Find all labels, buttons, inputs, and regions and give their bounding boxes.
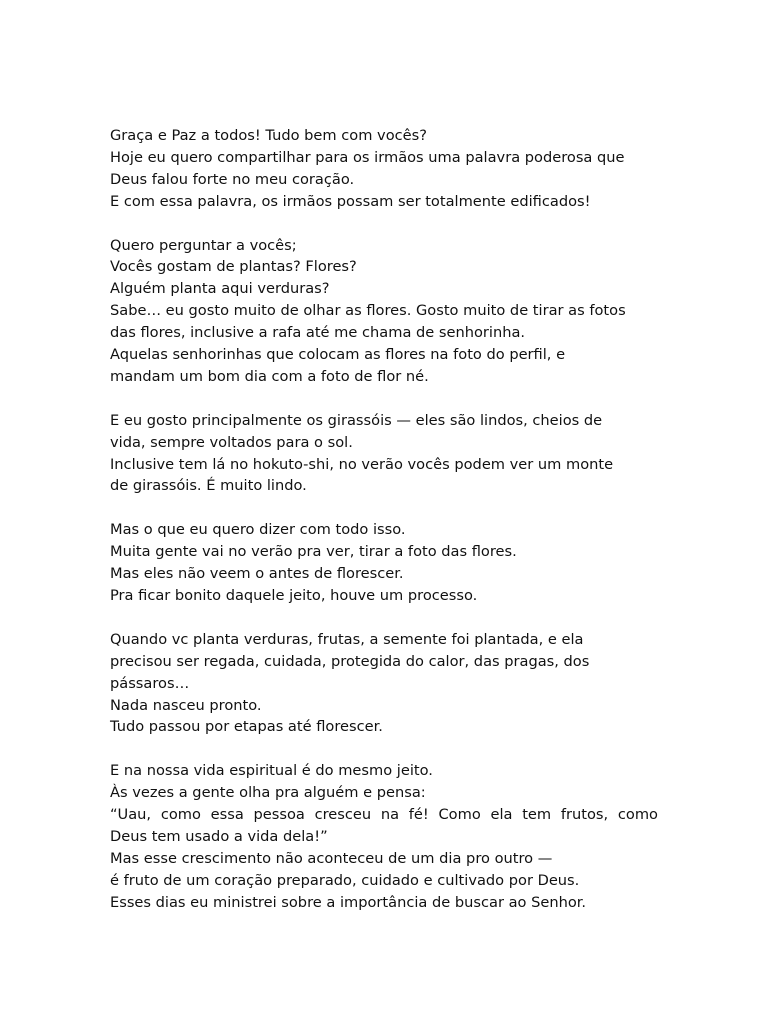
text-line: Inclusive tem lá no hokuto-shi, no verão vocês podem ver um monte: [110, 455, 614, 473]
text-line: pássaros…: [110, 674, 190, 692]
text-line: Esses dias eu ministrei sobre a importância de buscar ao Senhor.: [110, 893, 587, 911]
text-line: Às vezes a gente olha pra alguém e pensa:: [110, 784, 426, 802]
paragraph-flowers: [110, 235, 658, 388]
text-line: Graça e Paz a todos! Tudo bem com vocês?: [110, 127, 427, 144]
text-line: Quando vc planta verduras, frutas, a semente foi plantada, e ela: [110, 630, 584, 648]
text-line: Sabe… eu gosto muito de olhar as flores. Gosto muito de tirar as fotos: [110, 302, 626, 320]
paragraph-spiritual-life: [110, 760, 658, 913]
text-line: vida, sempre voltados para o sol.: [110, 433, 353, 451]
paragraph-greeting: [110, 125, 658, 213]
text-line: mandam um bom dia com a foto de flor né.: [110, 367, 429, 385]
text-line: Nada nasceu pronto.: [110, 696, 262, 714]
text-line: Mas esse crescimento não aconteceu de um dia pro outro —: [110, 849, 553, 867]
text-line: é fruto de um coração preparado, cuidado e cultivado por Deus.: [110, 871, 580, 889]
text-line: Vocês gostam de plantas? Flores?: [110, 258, 357, 276]
text-line: Deus tem usado a vida dela!”: [110, 827, 328, 845]
text-line: de girassóis. É muito lindo.: [110, 477, 307, 495]
text-line: precisou ser regada, cuidada, protegida do calor, das pragas, dos: [110, 652, 590, 670]
text-line: Muita gente vai no verão pra ver, tirar a foto das flores.: [110, 543, 517, 561]
text-line: Tudo passou por etapas até florescer.: [110, 718, 383, 736]
paragraph-sunflowers: [110, 410, 658, 498]
text-line: das flores, inclusive a rafa até me chama de senhorinha.: [110, 324, 526, 342]
text-line: Pra ficar bonito daquele jeito, houve um processo.: [110, 586, 478, 604]
document-body: [110, 125, 658, 914]
text-line: Deus falou forte no meu coração.: [110, 170, 355, 188]
paragraph-process: [110, 519, 658, 607]
paragraph-planting: [110, 629, 658, 739]
text-line: Mas o que eu quero dizer com todo isso.: [110, 521, 406, 539]
text-line: E na nossa vida espiritual é do mesmo jeito.: [110, 762, 433, 780]
text-line: Hoje eu quero compartilhar para os irmãos uma palavra poderosa que: [110, 148, 625, 166]
text-line: E eu gosto principalmente os girassóis — eles são lindos, cheios de: [110, 411, 603, 429]
text-line: Aquelas senhorinhas que colocam as flores na foto do perfil, e: [110, 346, 566, 364]
text-line: Quero perguntar a vocês;: [110, 236, 297, 254]
text-line: “Uau, como essa pessoa cresceu na fé! Como ela tem frutos, como: [110, 806, 658, 824]
text-line: E com essa palavra, os irmãos possam ser totalmente edificados!: [110, 192, 591, 210]
text-line: Alguém planta aqui verduras?: [110, 280, 330, 298]
text-line: Mas eles não veem o antes de florescer.: [110, 565, 404, 583]
